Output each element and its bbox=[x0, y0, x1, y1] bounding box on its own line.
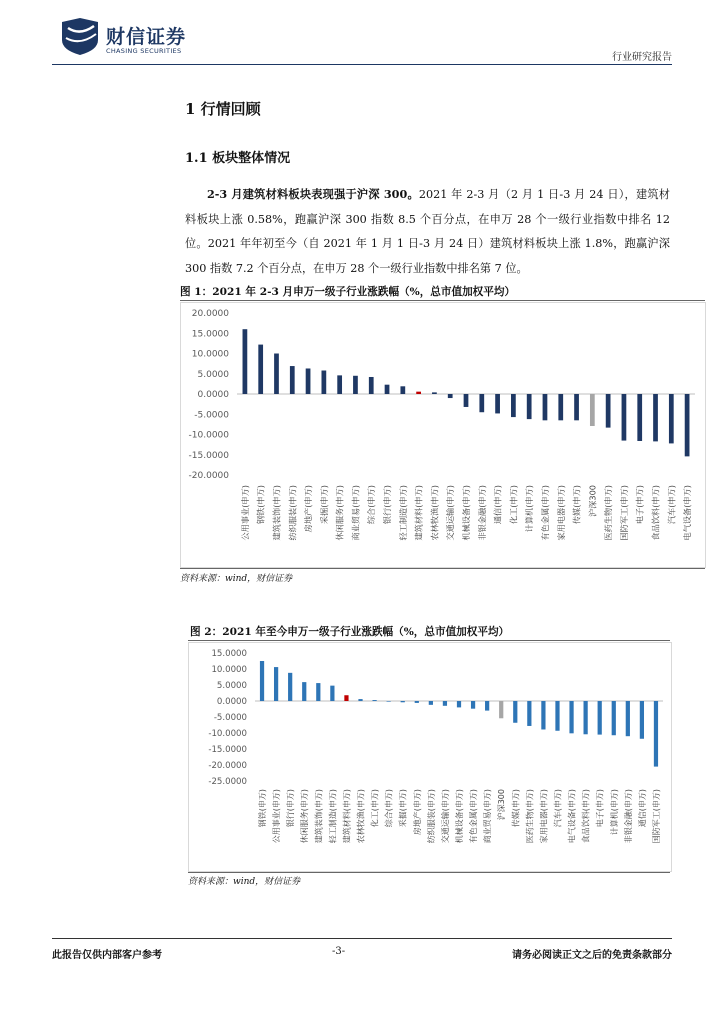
chart-bar bbox=[511, 394, 516, 417]
x-category-label: 交通运输(申万) bbox=[440, 789, 450, 844]
chart-bar bbox=[558, 394, 563, 420]
company-logo bbox=[58, 16, 218, 56]
chart-bar bbox=[302, 682, 306, 701]
chart-bar bbox=[416, 392, 421, 394]
x-category-label: 休闲服务(申万) bbox=[300, 789, 310, 844]
chart-bar bbox=[337, 375, 342, 394]
chart-bar bbox=[685, 394, 690, 456]
chart-bar bbox=[640, 701, 644, 739]
figure-2-title: 图 2：2021 年至今申万一级子行业涨跌幅（%，总市值加权平均） bbox=[190, 626, 510, 638]
x-category-label: 电气设备(申万) bbox=[682, 485, 693, 541]
x-category-label: 房地产(申万) bbox=[412, 789, 422, 836]
y-tick-label: -20.0000 bbox=[188, 471, 229, 481]
chart-bar bbox=[274, 354, 279, 395]
page-number: -3- bbox=[332, 946, 346, 957]
y-tick-label: -10.0000 bbox=[188, 430, 229, 441]
chart-bar bbox=[479, 394, 484, 412]
figure-1-svg bbox=[181, 303, 705, 567]
chart-bar bbox=[288, 673, 292, 701]
chart-bar bbox=[432, 392, 437, 394]
chart-bar bbox=[626, 701, 630, 736]
chart-bar bbox=[669, 394, 674, 443]
chart-bar bbox=[653, 394, 658, 441]
chart-bar bbox=[499, 701, 503, 718]
x-category-label: 传媒(申万) bbox=[511, 789, 521, 828]
y-tick-label: -25.0000 bbox=[208, 777, 247, 787]
chart-bar bbox=[353, 376, 358, 394]
chart-bar bbox=[316, 683, 320, 701]
chart-bar bbox=[401, 701, 405, 702]
chart-bar bbox=[306, 368, 311, 394]
y-tick-label: 10.0000 bbox=[211, 665, 247, 675]
chart-bar bbox=[569, 701, 573, 733]
chart-bar bbox=[321, 371, 326, 394]
x-category-label: 机械设备(申万) bbox=[461, 485, 471, 541]
chart-bar bbox=[485, 701, 489, 711]
x-category-label: 非银金融(申万) bbox=[476, 485, 487, 541]
figure-1-title: 图 1：2021 年 2-3 月申万一级子行业涨跌幅（%，总市值加权平均） bbox=[180, 286, 516, 298]
y-tick-label: 15.0000 bbox=[211, 649, 247, 659]
chart-bar bbox=[527, 394, 532, 419]
chart-bar bbox=[471, 701, 475, 709]
x-category-label: 公用事业(申万) bbox=[239, 485, 250, 541]
subsection-heading: 1.1 板块整体情况 bbox=[185, 151, 291, 166]
chart-bar bbox=[274, 667, 278, 701]
x-category-label: 公用事业(申万) bbox=[272, 789, 282, 844]
chart-bar bbox=[590, 394, 595, 426]
x-category-label: 钢铁(申万) bbox=[255, 485, 266, 525]
footer-disclaimer: 此报告仅供内部客户参考 bbox=[52, 950, 162, 961]
chart-bar bbox=[400, 386, 405, 394]
chart-bar bbox=[443, 701, 447, 706]
x-category-label: 沪深300 bbox=[497, 789, 507, 821]
x-category-label: 国防军工(申万) bbox=[618, 485, 629, 541]
y-tick-label: -20.0000 bbox=[208, 761, 247, 771]
x-category-label: 医药生物(申万) bbox=[603, 485, 614, 541]
x-category-label: 综合(申万) bbox=[366, 485, 377, 525]
chart-bar bbox=[606, 394, 611, 428]
x-category-label: 机械设备(申万) bbox=[455, 789, 464, 844]
section-heading: 1 行情回顾 bbox=[185, 100, 261, 118]
chart-bar bbox=[574, 394, 579, 420]
x-category-label: 建筑材料(申万) bbox=[342, 789, 352, 844]
chart-bar bbox=[513, 701, 517, 723]
chart-bar bbox=[344, 695, 348, 701]
y-tick-label: 0.0000 bbox=[216, 697, 247, 707]
chart-bar bbox=[330, 686, 334, 701]
x-category-label: 银行(申万) bbox=[382, 485, 393, 525]
x-category-label: 沪深300 bbox=[587, 485, 598, 518]
chart-bar bbox=[612, 701, 616, 735]
x-category-label: 汽车(申万) bbox=[666, 484, 677, 525]
x-category-label: 通信(申万) bbox=[492, 485, 503, 525]
logo-mark-icon bbox=[58, 16, 102, 56]
y-tick-label: 5.0000 bbox=[216, 681, 247, 691]
y-tick-label: 5.0000 bbox=[197, 369, 229, 380]
x-category-label: 房地产(申万) bbox=[303, 485, 314, 533]
figure-2-bottom-rule bbox=[188, 872, 670, 873]
figure-1-bottom-rule bbox=[180, 568, 705, 569]
x-category-label: 纺织服装(申万) bbox=[426, 789, 436, 844]
x-category-label: 钢铁(申万) bbox=[258, 789, 268, 828]
x-category-label: 电子(申万) bbox=[595, 789, 605, 828]
x-category-label: 汽车(申万) bbox=[553, 789, 563, 828]
chart-bar bbox=[637, 394, 642, 441]
footer-notice: 请务必阅读正文之后的免责条款部分 bbox=[512, 950, 672, 961]
x-category-label: 有色金属(申万) bbox=[469, 789, 479, 844]
y-tick-label: 20.0000 bbox=[191, 309, 229, 319]
x-category-label: 非银金融(申万) bbox=[623, 789, 633, 844]
x-category-label: 化工(申万) bbox=[370, 789, 380, 828]
x-category-label: 医药生物(申万) bbox=[525, 789, 535, 844]
x-category-label: 综合(申万) bbox=[384, 789, 394, 828]
logo-text-cn: 财信证券 bbox=[106, 26, 187, 48]
chart-bar bbox=[448, 394, 453, 398]
y-tick-label: -5.0000 bbox=[213, 713, 247, 723]
chart-bar bbox=[584, 701, 588, 734]
paragraph-lead: 2-3 月建筑材料板块表现强于沪深 300。 bbox=[207, 187, 419, 201]
x-category-label: 建筑材料(申万) bbox=[413, 485, 424, 541]
chart-bar bbox=[358, 699, 362, 701]
header-divider bbox=[52, 64, 672, 65]
figure-1-source: 资料来源：wind，财信证券 bbox=[180, 574, 293, 584]
x-category-label: 建筑装饰(申万) bbox=[271, 485, 282, 541]
chart-bar bbox=[598, 701, 602, 735]
x-category-label: 电气设备(申万) bbox=[567, 789, 577, 844]
figure-2-source: 资料来源：wind，财信证券 bbox=[188, 877, 301, 887]
chart-bar bbox=[387, 701, 391, 702]
x-category-label: 国防军工(申万) bbox=[651, 789, 661, 844]
body-paragraph bbox=[185, 182, 670, 281]
x-category-label: 采掘(申万) bbox=[318, 485, 329, 525]
logo-text-en: CHASING SECURITIES bbox=[106, 47, 182, 55]
chart-bar bbox=[495, 394, 500, 413]
x-category-label: 农林牧渔(申万) bbox=[356, 789, 366, 844]
x-category-label: 纺织服装(申万) bbox=[287, 485, 298, 541]
x-category-label: 家用电器(申万) bbox=[555, 485, 566, 541]
x-category-label: 农林牧渔(申万) bbox=[429, 485, 440, 541]
footer-divider bbox=[52, 938, 672, 939]
chart-bar bbox=[290, 366, 295, 394]
figure-2-rule bbox=[188, 640, 670, 641]
x-category-label: 计算机(申万) bbox=[524, 485, 535, 533]
x-category-label: 计算机(申万) bbox=[609, 789, 619, 836]
x-category-label: 电子(申万) bbox=[634, 485, 645, 525]
report-type-label: 行业研究报告 bbox=[612, 52, 672, 63]
x-category-label: 食品饮料(申万) bbox=[650, 484, 661, 541]
x-category-label: 通信(申万) bbox=[637, 789, 647, 828]
chart-bar bbox=[464, 394, 469, 407]
chart-bar bbox=[369, 377, 374, 394]
chart-bar bbox=[555, 701, 559, 731]
chart-bar bbox=[415, 701, 419, 703]
y-tick-label: -15.0000 bbox=[188, 450, 229, 461]
x-category-label: 交通运输(申万) bbox=[445, 485, 456, 541]
paragraph-text: 2021 年 2-3 月（2 月 1 日-3 月 24 日），建筑材料板块上涨 0.58%，跑赢沪深 300 指数 8.5 个百分点，在申万 28 个一级行业指数中排名 12 位。2021 年年初至今（自 2021 年 1 月 1 日-3 月 24 日）建筑材料板块上涨 1.8%，跑赢沪深 300 指数 7.2 个百分点，在申万 28 个一级行业指数中排名第 7 位。 bbox=[185, 188, 670, 275]
chart-bar bbox=[457, 701, 461, 707]
y-tick-label: 10.0000 bbox=[191, 349, 229, 360]
figure-1-chart bbox=[180, 302, 706, 568]
y-tick-label: -10.0000 bbox=[208, 729, 247, 739]
x-category-label: 家用电器(申万) bbox=[539, 789, 549, 844]
y-tick-label: 15.0000 bbox=[191, 329, 229, 340]
chart-bar bbox=[385, 385, 390, 394]
x-category-label: 商业贸易(申万) bbox=[483, 789, 493, 844]
x-category-label: 食品饮料(申万) bbox=[581, 789, 591, 844]
x-category-label: 采掘(申万) bbox=[398, 789, 408, 828]
x-category-label: 银行(申万) bbox=[286, 789, 296, 828]
x-category-label: 化工(申万) bbox=[508, 485, 519, 525]
x-category-label: 轻工制造(申万) bbox=[397, 485, 408, 541]
x-category-label: 轻工制造(申万) bbox=[328, 789, 338, 844]
chart-bar bbox=[541, 701, 545, 729]
chart-bar bbox=[260, 661, 264, 701]
chart-bar bbox=[543, 394, 548, 420]
x-category-label: 商业贸易(申万) bbox=[350, 485, 361, 541]
chart-bar bbox=[243, 329, 248, 394]
x-category-label: 建筑装饰(申万) bbox=[314, 789, 324, 844]
x-category-label: 传媒(申万) bbox=[571, 485, 582, 525]
figure-2-chart bbox=[188, 642, 672, 872]
chart-bar bbox=[429, 701, 433, 705]
figure-2-svg bbox=[189, 643, 671, 871]
chart-bar bbox=[622, 394, 627, 441]
x-category-label: 有色金属(申万) bbox=[539, 485, 550, 541]
y-tick-label: 0.0000 bbox=[197, 390, 229, 400]
y-tick-label: -5.0000 bbox=[194, 410, 229, 421]
chart-bar bbox=[527, 701, 531, 726]
chart-bar bbox=[258, 345, 263, 394]
x-category-label: 休闲服务(申万) bbox=[334, 485, 345, 541]
figure-1-rule bbox=[180, 300, 705, 301]
y-tick-label: -15.0000 bbox=[208, 745, 247, 755]
chart-bar bbox=[654, 701, 658, 767]
chart-bar bbox=[372, 700, 376, 701]
